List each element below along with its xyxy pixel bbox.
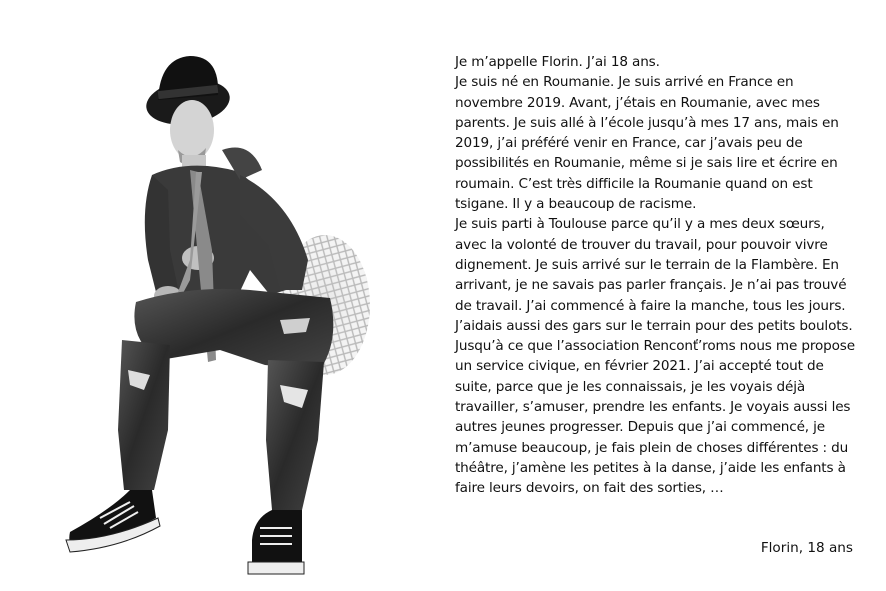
portrait-photo — [40, 40, 380, 580]
paragraph: Je suis parti à Toulouse parce qu’il y a mes deux sœurs, avec la volonté de trouver du travail, pour pouvoir vivre dignement. Je suis arrivé sur le terrain de la Flambère. En arrivant, je ne savais pas parler français. Je n’ai pas trouvé de travail. J’ai commencé à faire la manche, tous les jours. J’aidais aussi des gars sur le terrain pour des petits boulots. — [455, 216, 853, 334]
paragraph: Je suis né en Roumanie. Je suis arrivé en France en novembre 2019. Avant, j’étais en Roumanie, avec mes parents. Je suis allé à l’école jusqu’à mes 17 ans, mais en 2019, j’ai préféré venir en France, car j’avais peu de possibilités en Roumanie, même si je sais lire et écrire en roumain. C’est très difficile la Roumanie quand on est tsigane. Il y a beaucoup de racisme. — [455, 74, 839, 213]
paragraph: Jusqu’à ce que l’association Renconť’roms nous me propose un service civique, en février 2021. J’ai accepté tout de suite, parce que je les connaissais, je les voyais déjà travailler, s’amuser, prendre les enfants. Je voyais aussi les autres jeunes progresser. Depuis que j’ai commencé, je m’amuse beaucoup, je fais plein de choses différentes : du théâtre, j’amène les petites à la danse, j’aide les enfants à faire leurs devoirs, on fait des sorties, … — [455, 338, 855, 497]
signature: Florin, 18 ans — [760, 540, 853, 556]
paragraph: Je m’appelle Florin. J’ai 18 ans. — [455, 54, 660, 70]
testimony-text — [455, 52, 857, 499]
